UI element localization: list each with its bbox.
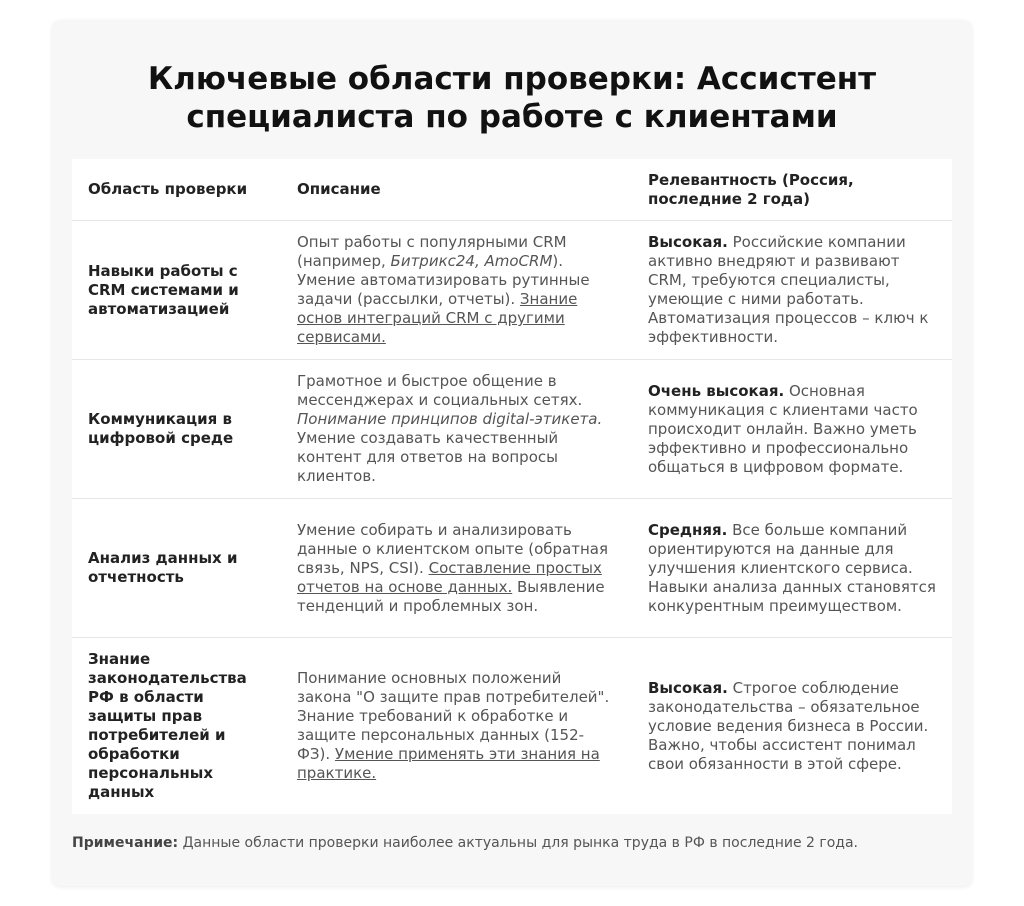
row-description [281,638,632,815]
table-row [72,499,952,638]
row-description [281,360,632,499]
row-relevance [632,221,952,360]
desc-text: Умение собирать и анализировать данные о клиентском опыте (обратная связь, NPS, CSI). [297,520,609,577]
table-row [72,638,952,815]
table-row [72,360,952,499]
relevance-text: Основная коммуникация с клиентами часто происходит онлайн. Важно уметь эффективно и профессионально общаться в цифровом формате. [648,381,918,476]
desc-text: Грамотное и быстрое общение в мессенджерах и социальных сетях. [297,372,583,409]
desc-underlined: Умение применять эти знания на практике. [297,745,600,782]
row-description [281,499,632,638]
row-area: Навыки работы с CRM системами и автоматизацией [72,221,281,360]
desc-emphasis: Битрикс24, AmoCRM [390,252,553,270]
row-area: Анализ данных и отчетность [72,499,281,638]
relevance-text: Строгое соблюдение законодательства – обязательное условие ведения бизнеса в России. Важно, чтобы ассистент понимал свои обязанности в этой сфере. [648,678,929,773]
desc-underlined: Составление простых отчетов на основе данных. [297,558,602,596]
desc-text: ). Умение автоматизировать рутинные задачи (рассылки, отчеты). [297,252,590,308]
row-description [281,221,632,360]
footnote-text: Данные области проверки наиболее актуальны для рынка труда в РФ в последние 2 года. [178,835,858,851]
relevance-level: Средняя. [648,520,728,539]
footnote-label: Примечание: [72,835,179,851]
row-relevance [632,638,952,815]
header-area: Область проверки [72,159,281,221]
relevance-level: Высокая. [648,678,728,697]
row-area: Знание законодательства РФ в области защиты прав потребителей и обработки персональных данных [88,650,247,801]
relevance-level: Очень высокая. [648,381,785,400]
relevance-level: Высокая. [648,233,728,251]
header-description: Описание [281,159,632,221]
desc-text: Выявление тенденций и проблемных зон. [297,577,605,615]
content-card [52,20,972,886]
page-title: Ключевые области проверки: Ассистент специалиста по работе с клиентами [147,61,877,135]
verification-table [72,159,952,814]
row-area: Коммуникация в цифровой среде [72,360,281,499]
relevance-text: Российские компании активно внедряют и развивают CRM, требуются специалисты, умеющие с ними работать. Автоматизация процессов – ключ к эффективности. [648,233,929,346]
footnote [72,834,952,852]
row-relevance [632,360,952,499]
desc-text: Опыт работы с популярными CRM (например, [297,233,567,270]
row-relevance [632,499,952,638]
header-relevance: Релевантность (Россия, последние 2 года) [632,159,952,221]
table-header-row [72,159,952,221]
table-row [72,221,952,360]
desc-underlined: Знание основ интеграций CRM с другими сервисами. [297,290,578,346]
desc-emphasis: Понимание принципов digital-этикета. [297,410,603,428]
desc-text: Умение создавать качественный контент для ответов на вопросы клиентов. [297,429,559,485]
relevance-text: Все больше компаний ориентируются на данные для улучшения клиентского сервиса. Навыки анализа данных становятся конкурентным преимуществом. [648,520,936,615]
desc-text: Понимание основных положений закона "О защите прав потребителей". Знание требований к обработке и защите персональных данных (152-ФЗ). [297,669,610,763]
